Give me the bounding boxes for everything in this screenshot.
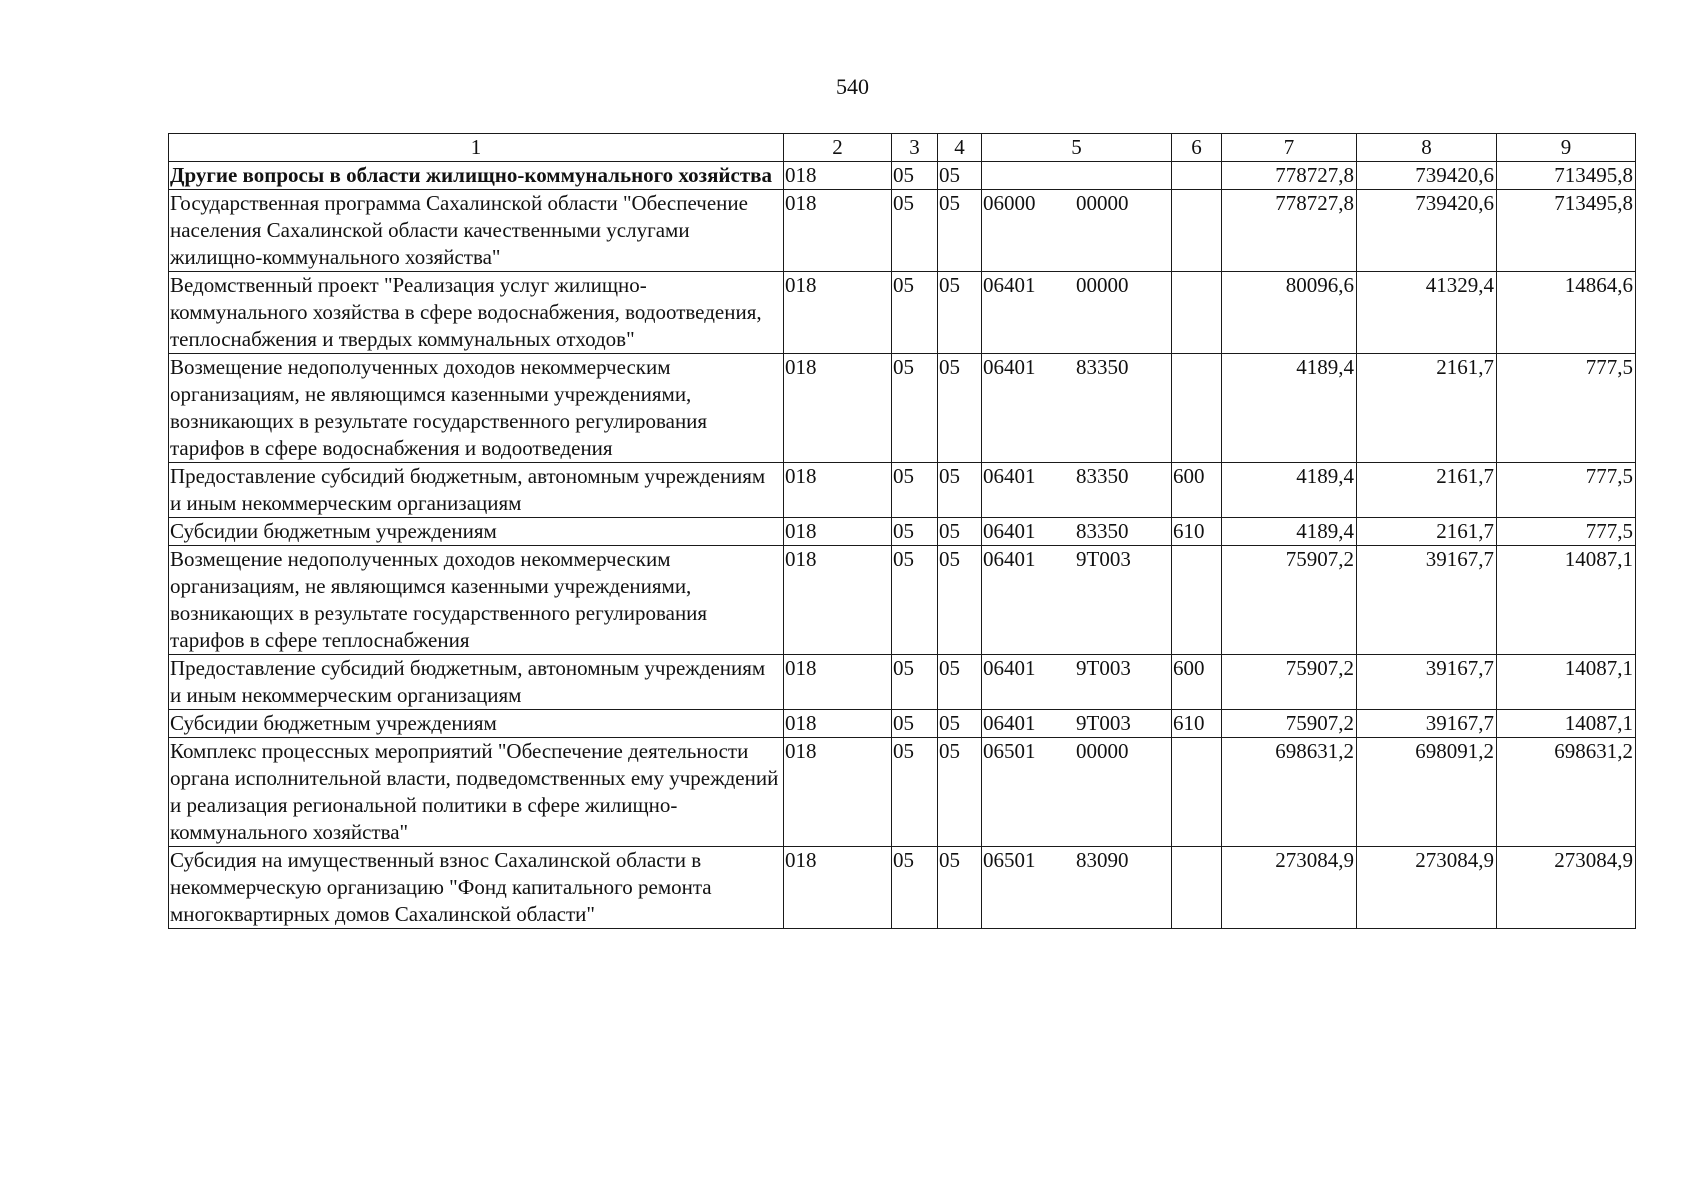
- table-row: [169, 655, 1636, 710]
- row-code-5-program: 06401: [983, 355, 1036, 379]
- row-code-6: [1172, 162, 1222, 190]
- row-value-9: 777,5: [1497, 354, 1636, 463]
- table-row: [169, 710, 1636, 738]
- row-code-5: [982, 162, 1172, 190]
- row-code-5-direction: 00000: [1076, 191, 1129, 215]
- row-value-8: 39167,7: [1357, 655, 1497, 710]
- row-code-4: 05: [938, 190, 982, 272]
- row-code-4: 05: [938, 272, 982, 354]
- row-name: Субсидии бюджетным учреждениям: [169, 518, 784, 546]
- row-name: Предоставление субсидий бюджетным, автономным учреждениям и иным некоммерческим организациям: [169, 463, 784, 518]
- row-code-5-program: 06401: [983, 656, 1036, 680]
- row-value-8: 2161,7: [1357, 354, 1497, 463]
- row-code-5-program: 06501: [983, 739, 1036, 763]
- row-value-7: 75907,2: [1222, 710, 1357, 738]
- row-name: Субсидия на имущественный взнос Сахалинской области в некоммерческую организацию "Фонд капитального ремонта многоквартирных домов Сахалинской области": [169, 847, 784, 929]
- row-code-6: [1172, 354, 1222, 463]
- page-number: 540: [836, 74, 869, 99]
- row-code-5-direction: 9Т003: [1076, 656, 1131, 680]
- row-code-5-program: 06401: [983, 519, 1036, 543]
- row-code-5: [982, 463, 1172, 518]
- row-value-9: 273084,9: [1497, 847, 1636, 929]
- row-code-3: 05: [892, 546, 938, 655]
- row-code-3: 05: [892, 272, 938, 354]
- row-code-2: 018: [784, 655, 892, 710]
- row-value-7: 4189,4: [1222, 463, 1357, 518]
- row-value-9: 14087,1: [1497, 546, 1636, 655]
- table-row: [169, 162, 1636, 190]
- row-code-4: 05: [938, 738, 982, 847]
- row-value-8: 739420,6: [1357, 162, 1497, 190]
- row-code-3: 05: [892, 518, 938, 546]
- row-value-7: 698631,2: [1222, 738, 1357, 847]
- row-code-4: 05: [938, 847, 982, 929]
- row-value-8: 41329,4: [1357, 272, 1497, 354]
- row-value-8: 698091,2: [1357, 738, 1497, 847]
- row-code-5-program: 06000: [983, 191, 1036, 215]
- column-header-3: 3: [892, 134, 938, 162]
- row-name: Возмещение недополученных доходов некоммерческим организациям, не являющимся казенными учреждениями, возникающих в результате государственного регулирования тарифов в сфере водоснабжения и водоотведения: [169, 354, 784, 463]
- row-code-5: [982, 847, 1172, 929]
- row-value-8: 273084,9: [1357, 847, 1497, 929]
- row-value-7: 273084,9: [1222, 847, 1357, 929]
- row-code-4: 05: [938, 546, 982, 655]
- row-code-2: 018: [784, 190, 892, 272]
- column-header-9: 9: [1497, 134, 1636, 162]
- row-value-9: 777,5: [1497, 463, 1636, 518]
- row-code-5-direction: 9Т003: [1076, 711, 1131, 735]
- row-code-5-direction: 9Т003: [1076, 547, 1131, 571]
- row-code-5: [982, 190, 1172, 272]
- row-code-2: 018: [784, 272, 892, 354]
- row-code-6: [1172, 546, 1222, 655]
- row-code-2: 018: [784, 738, 892, 847]
- row-code-2: 018: [784, 518, 892, 546]
- row-name: Субсидии бюджетным учреждениям: [169, 710, 784, 738]
- row-value-7: 80096,6: [1222, 272, 1357, 354]
- row-code-5: [982, 354, 1172, 463]
- row-value-8: 739420,6: [1357, 190, 1497, 272]
- row-code-3: 05: [892, 655, 938, 710]
- column-header-6: 6: [1172, 134, 1222, 162]
- column-header-4: 4: [938, 134, 982, 162]
- row-code-6: 600: [1172, 655, 1222, 710]
- column-header-7: 7: [1222, 134, 1357, 162]
- row-code-5-direction: 83350: [1076, 519, 1129, 543]
- row-value-9: 14864,6: [1497, 272, 1636, 354]
- row-value-9: 777,5: [1497, 518, 1636, 546]
- row-code-3: 05: [892, 847, 938, 929]
- table-row: [169, 463, 1636, 518]
- row-code-5-direction: 00000: [1076, 273, 1129, 297]
- row-value-8: 39167,7: [1357, 710, 1497, 738]
- row-value-7: 4189,4: [1222, 354, 1357, 463]
- row-code-5-direction: 83350: [1076, 355, 1129, 379]
- row-code-6: 600: [1172, 463, 1222, 518]
- row-code-5: [982, 272, 1172, 354]
- row-value-9: 14087,1: [1497, 710, 1636, 738]
- row-code-4: 05: [938, 655, 982, 710]
- row-code-2: 018: [784, 162, 892, 190]
- row-code-4: 05: [938, 463, 982, 518]
- row-code-5-direction: 83090: [1076, 848, 1129, 872]
- table-row: [169, 190, 1636, 272]
- table-header-row: [169, 134, 1636, 162]
- row-code-4: 05: [938, 710, 982, 738]
- row-code-4: 05: [938, 354, 982, 463]
- row-value-7: 4189,4: [1222, 518, 1357, 546]
- row-code-6: [1172, 738, 1222, 847]
- column-header-8: 8: [1357, 134, 1497, 162]
- row-code-5-direction: 83350: [1076, 464, 1129, 488]
- table-row: [169, 847, 1636, 929]
- row-name: Государственная программа Сахалинской области "Обеспечение населения Сахалинской области качественными услугами жилищно-коммунального хозяйства": [169, 190, 784, 272]
- row-code-4: 05: [938, 162, 982, 190]
- row-name: Ведомственный проект "Реализация услуг жилищно-коммунального хозяйства в сфере водоснабжения, водоотведения, теплоснабжения и твердых коммунальных отходов": [169, 272, 784, 354]
- column-header-1: 1: [169, 134, 784, 162]
- row-code-6: [1172, 190, 1222, 272]
- column-header-5: 5: [982, 134, 1172, 162]
- table-row: [169, 546, 1636, 655]
- row-code-6: [1172, 847, 1222, 929]
- row-code-2: 018: [784, 354, 892, 463]
- row-code-5: [982, 518, 1172, 546]
- row-code-5: [982, 546, 1172, 655]
- row-code-2: 018: [784, 710, 892, 738]
- column-header-2: 2: [784, 134, 892, 162]
- row-value-8: 2161,7: [1357, 463, 1497, 518]
- row-code-6: 610: [1172, 710, 1222, 738]
- row-code-3: 05: [892, 354, 938, 463]
- row-value-9: 14087,1: [1497, 655, 1636, 710]
- row-code-5-program: 06401: [983, 464, 1036, 488]
- row-name: Возмещение недополученных доходов некоммерческим организациям, не являющимся казенными учреждениями, возникающих в результате государственного регулирования тарифов в сфере теплоснабжения: [169, 546, 784, 655]
- row-code-5-program: 06401: [983, 711, 1036, 735]
- row-value-8: 39167,7: [1357, 546, 1497, 655]
- budget-table: [168, 133, 1636, 929]
- row-code-5: [982, 710, 1172, 738]
- row-code-6: 610: [1172, 518, 1222, 546]
- row-code-2: 018: [784, 463, 892, 518]
- row-code-3: 05: [892, 162, 938, 190]
- row-code-2: 018: [784, 847, 892, 929]
- row-code-3: 05: [892, 738, 938, 847]
- row-code-4: 05: [938, 518, 982, 546]
- row-code-5-program: 06501: [983, 848, 1036, 872]
- row-code-6: [1172, 272, 1222, 354]
- row-value-8: 2161,7: [1357, 518, 1497, 546]
- row-code-5-program: 06401: [983, 273, 1036, 297]
- row-value-9: 698631,2: [1497, 738, 1636, 847]
- row-value-7: 778727,8: [1222, 162, 1357, 190]
- row-value-7: 75907,2: [1222, 546, 1357, 655]
- table-row: [169, 354, 1636, 463]
- row-value-9: 713495,8: [1497, 162, 1636, 190]
- table-row: [169, 272, 1636, 354]
- row-code-5: [982, 738, 1172, 847]
- row-code-5-program: 06401: [983, 547, 1036, 571]
- row-name: Другие вопросы в области жилищно-коммунального хозяйства: [169, 162, 784, 190]
- row-value-7: 75907,2: [1222, 655, 1357, 710]
- row-code-5: [982, 655, 1172, 710]
- row-code-3: 05: [892, 190, 938, 272]
- row-name: Предоставление субсидий бюджетным, автономным учреждениям и иным некоммерческим организациям: [169, 655, 784, 710]
- row-code-2: 018: [784, 546, 892, 655]
- table-row: [169, 738, 1636, 847]
- row-value-9: 713495,8: [1497, 190, 1636, 272]
- row-name: Комплекс процессных мероприятий "Обеспечение деятельности органа исполнительной власти, подведомственных ему учреждений и реализация региональной политики в сфере жилищно-коммунального хозяйства": [169, 738, 784, 847]
- row-code-3: 05: [892, 710, 938, 738]
- row-code-3: 05: [892, 463, 938, 518]
- table-row: [169, 518, 1636, 546]
- row-value-7: 778727,8: [1222, 190, 1357, 272]
- row-code-5-direction: 00000: [1076, 739, 1129, 763]
